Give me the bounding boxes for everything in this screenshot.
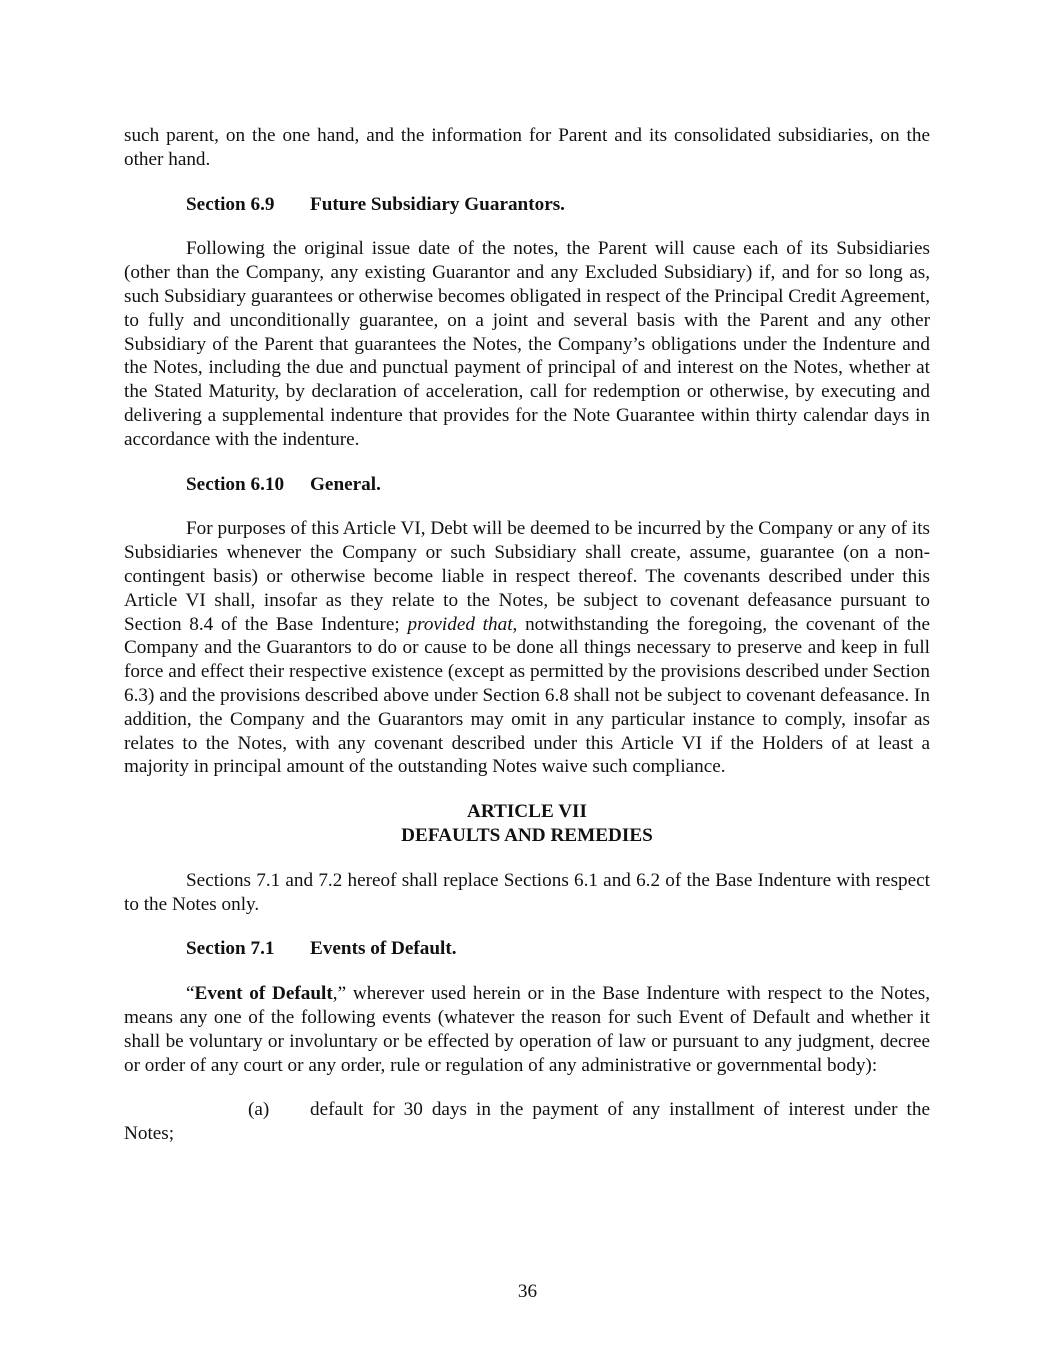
- spacer: [124, 848, 930, 869]
- section-7-1-title: Events of Default.: [310, 938, 457, 960]
- spacer: [124, 961, 930, 982]
- spacer: [124, 916, 930, 937]
- article-7-number: ARTICLE VII: [467, 801, 587, 823]
- section-7-1-heading: [124, 937, 930, 961]
- spacer: [124, 172, 930, 193]
- section-6-10-body-before: For purposes of this Article VI, Debt will be deemed to be incurred by the Company or any of its Subsidiaries whenever the Company or such Subsidiary shall create, assume, guarantee (on a non-contingent basis) or otherwise become liable in respect thereof. The covenants described under this Article VI shall, insofar as they relate to the Notes, be subject to covenant defeasance pursuant to Section 8.4 of the Base Indenture;: [124, 518, 930, 635]
- list-item-a: [124, 1098, 930, 1146]
- page-number: 36: [517, 1281, 538, 1302]
- section-6-9-heading: [124, 193, 930, 217]
- spacer: [124, 452, 930, 473]
- article-7-intro: Sections 7.1 and 7.2 hereof shall replace Sections 6.1 and 6.2 of the Base Indenture with respect to the Notes only.: [124, 869, 930, 915]
- provided-that-phrase: provided that: [407, 613, 513, 635]
- list-item-a-text: default for 30 days in the payment of any installment of interest under the Notes;: [124, 1099, 930, 1145]
- event-of-default-term: Event of Default: [194, 983, 333, 1005]
- document-page: [124, 124, 930, 1146]
- section-7-1-number: Section 7.1: [186, 938, 275, 960]
- section-6-9-body: Following the original issue date of the notes, the Parent will cause each of its Subsidiaries (other than the Company, any existing Guarantor and any Excluded Subsidiary) if, and for so long as, such Subsidiary guarantees or otherwise becomes obligated in respect of the Principal Credit Agreement, to fully and unconditionally guarantee, on a joint and several basis with the Parent and any other Subsidiary of the Parent that guarantees the Notes, the Company’s obligations under the Indenture and the Notes, including the due and punctual payment of principal of and interest on the Notes, whether at the Stated Maturity, by declaration of acceleration, call for redemption or otherwise, by executing and delivering a supplemental indenture that provides for the Note Guarantee within thirty calendar days in accordance with the indenture.: [124, 238, 930, 450]
- section-6-9-number: Section 6.9: [186, 193, 275, 215]
- section-6-10-heading: [124, 473, 930, 497]
- section-6-10-body: [124, 517, 930, 779]
- section-7-1-body: [124, 982, 930, 1077]
- continuation-paragraph: such parent, on the one hand, and the information for Parent and its consolidated subsidiaries, on the other hand.: [124, 125, 930, 170]
- spacer: [124, 216, 930, 237]
- quote-open: “: [186, 983, 195, 1005]
- section-6-10-title: General.: [310, 473, 381, 495]
- spacer: [124, 779, 930, 800]
- section-7-1-body-after: ,” wherever used herein or in the Base Indenture with respect to the Notes, means any one of the following events (whatever the reason for such Event of Default and whether it shall be voluntary or involuntary or be effected by operation of law or pursuant to any judgment, decree or order of any court or any order, rule or regulation of any administrative or governmental body):: [124, 983, 930, 1076]
- section-6-10-body-after: , notwithstanding the foregoing, the covenant of the Company and the Guarantors to do or cause to be done all things necessary to preserve and keep in full force and effect their respective existence (except as permitted by the provisions described under Section 6.3) and the provisions described above under Section 6.8 shall not be subject to covenant defeasance. In addition, the Company and the Guarantors may omit in any particular instance to comply, insofar as relates to the Notes, with any covenant described under this Article VI if the Holders of at least a majority in principal amount of the outstanding Notes waive such compliance.: [124, 613, 931, 778]
- list-item-a-label: (a): [248, 1099, 270, 1121]
- section-6-10-number: Section 6.10: [186, 473, 285, 495]
- article-7-title: DEFAULTS AND REMEDIES: [401, 824, 653, 846]
- spacer: [124, 1077, 930, 1098]
- section-6-9-title: Future Subsidiary Guarantors.: [310, 193, 565, 215]
- spacer: [124, 496, 930, 517]
